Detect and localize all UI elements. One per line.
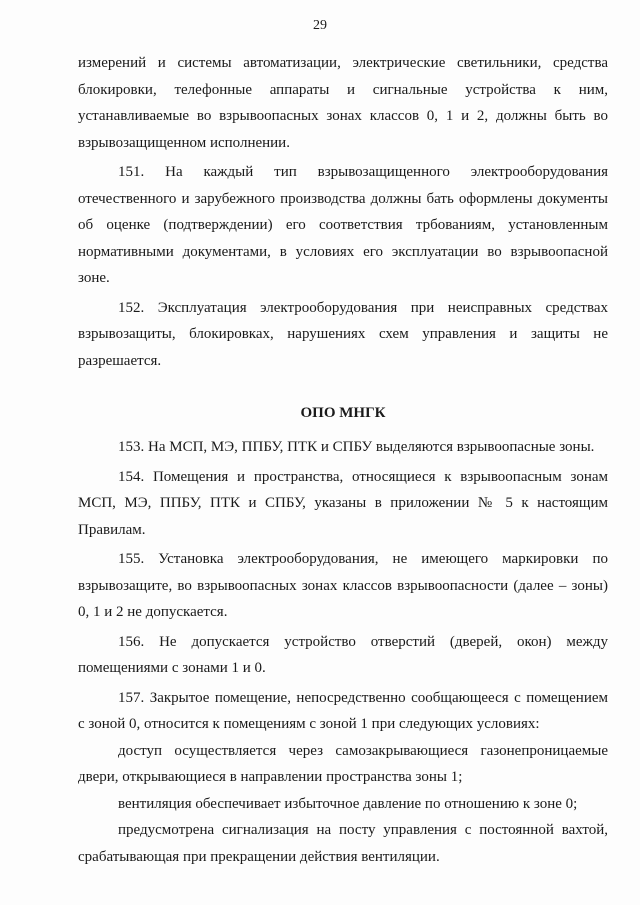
page-number: 29 xyxy=(313,18,327,33)
condition-alarm: предусмотрена сигнализация на посту управления с постоянной вахтой, срабатывающая при прекращении действия вентиляции. xyxy=(78,822,608,865)
condition-door-access: доступ осуществляется через самозакрывающиеся газонепроницаемые двери, открывающиеся в направлении пространства зоны 1; xyxy=(78,742,608,785)
document-body xyxy=(78,50,608,870)
paragraph-continuation: измерений и системы автоматизации, электрические светильники, средства блокировки, телефонные аппараты и сигнальные устройства к ним, устанавливаемые во взрывоопасных зонах классов 0, 1 и 2, должны быть во взрывозащищенном исполнении. xyxy=(78,55,608,151)
paragraph-154: 154. Помещения и пространства, относящиеся к взрывоопасным зонам МСП, МЭ, ППБУ, ПТК и СПБУ, указаны в приложении № 5 к настоящим Правилам. xyxy=(78,468,608,538)
paragraph-156: 156. Не допускается устройство отверстий (дверей, окон) между помещениями с зонами 1 и 0. xyxy=(78,633,608,676)
condition-ventilation: вентиляция обеспечивает избыточное давление по отношению к зоне 0; xyxy=(118,795,578,812)
paragraph-155: 155. Установка электрооборудования, не имеющего маркировки по взрывозащите, во взрывоопасных зонах классов взрывоопасности (далее – зоны) 0, 1 и 2 не допускается. xyxy=(78,551,608,620)
paragraph-151: 151. На каждый тип взрывозащищенного электрооборудования отечественного и зарубежного производства должны бать оформлены документы об оценке (подтверждении) его соответствия трбованиям, установленным нормативными документами, в условиях его эксплуатации во взрывоопасной зоне. xyxy=(78,164,608,286)
paragraph-157: 157. Закрытое помещение, непосредственно сообщающееся с помещением с зоной 0, относится к помещениям с зоной 1 при следующих условиях: xyxy=(78,689,608,732)
paragraph-152: 152. Эксплуатация электрооборудования при неисправных средствах взрывозащиты, блокировках, нарушениях схем управления и защиты не разрешается. xyxy=(78,299,608,369)
section-heading: ОПО МНГК xyxy=(300,405,386,421)
paragraph-153: 153. На МСП, МЭ, ППБУ, ПТК и СПБУ выделяются взрывоопасные зоны. xyxy=(118,439,595,455)
